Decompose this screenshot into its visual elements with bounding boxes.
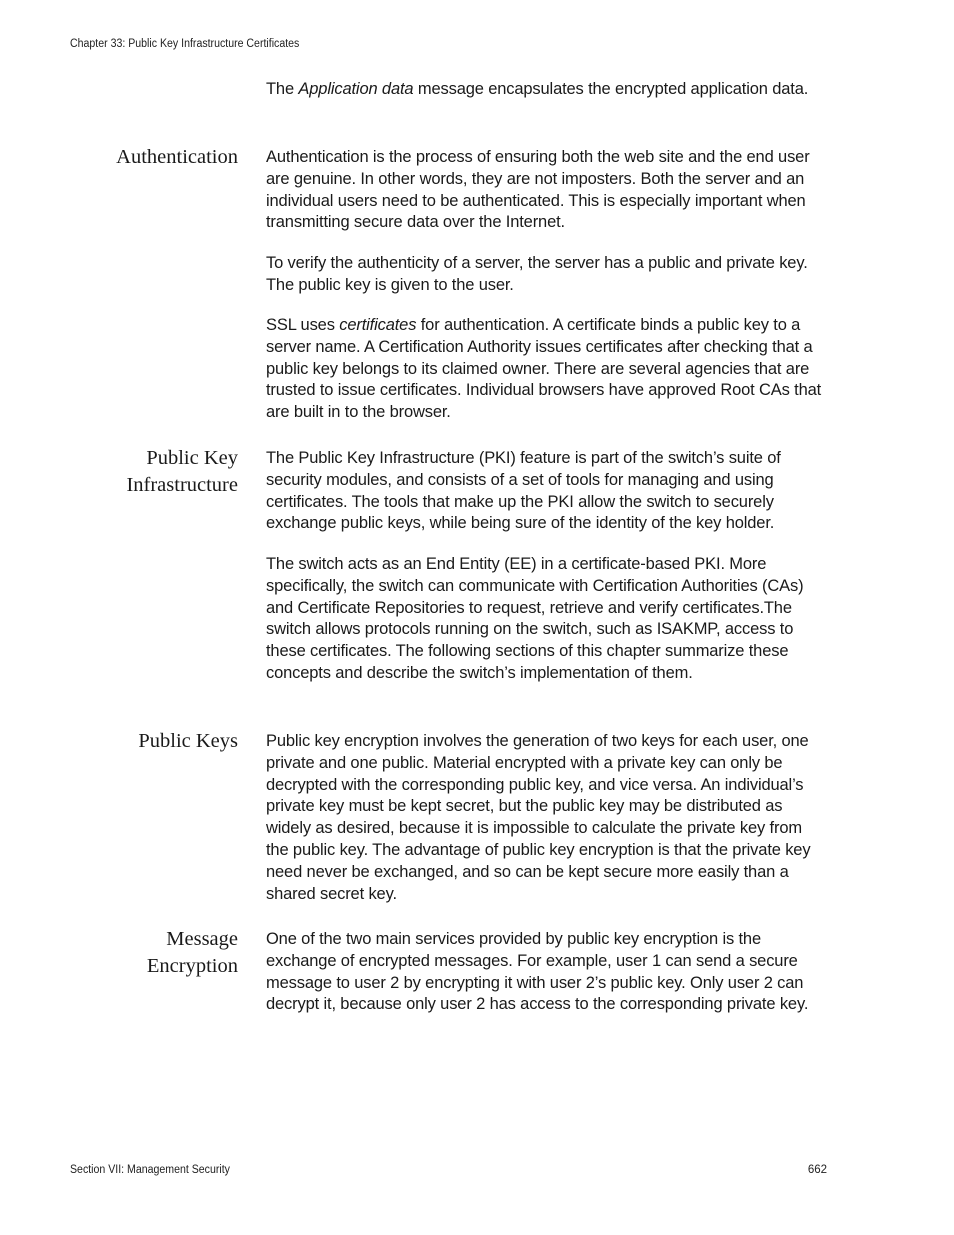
heading-public-keys: Public Keys bbox=[138, 730, 238, 752]
footer-page-number: 662 bbox=[807, 1164, 827, 1176]
footer-section-title: Section VII: Management Security bbox=[70, 1164, 230, 1176]
heading-public-key-infrastructure bbox=[126, 445, 238, 499]
authentication-paragraph-3 bbox=[266, 315, 828, 424]
message-encryption-paragraph bbox=[266, 929, 828, 1016]
public-keys-text: Public key encryption involves the generation of two keys for each user, one private and one public. Material encrypted with a private key can only be decrypted with the corresponding public key, and vice versa. An individual’s private key must be kept secret, but the public key may be distributed as widely as desired, because it is impossible to calculate the private key from the public key. The advantage of public key encryption is that the private key need never be exchanged, and so can be kept secure more easily than a shared secret key. bbox=[266, 732, 811, 903]
running-header: Chapter 33: Public Key Infrastructure Certificates bbox=[70, 38, 300, 50]
heading-message-encryption-line-1: Message bbox=[166, 928, 238, 950]
intro-paragraph bbox=[266, 79, 828, 101]
authentication-paragraph-2 bbox=[266, 253, 828, 297]
heading-pki-line-1: Public Key bbox=[146, 447, 238, 469]
intro-text-post: message encapsulates the encrypted application data. bbox=[413, 80, 809, 98]
pki-paragraph-1 bbox=[266, 448, 828, 535]
heading-pki-line-2: Infrastructure bbox=[126, 474, 238, 496]
intro-text-pre: The bbox=[266, 80, 299, 98]
message-encryption-text: One of the two main services provided by public key encryption is the exchange of encrypted messages. For example, user 1 can send a secure message to user 2 by encrypting it with user 2’s public key. Only user 2 can decrypt it, because only user 2 has access to the corresponding private key. bbox=[266, 930, 809, 1014]
authentication-text-3-emphasis: certificates bbox=[339, 316, 417, 334]
authentication-text-3-pre: SSL uses bbox=[266, 316, 340, 334]
pki-text-1: The Public Key Infrastructure (PKI) feature is part of the switch’s suite of security modules, and consists of a set of tools for managing and using certificates. The tools that make up the PKI allow the switch to securely exchange public keys, while being sure of the identity of the key holder. bbox=[266, 449, 781, 533]
authentication-text-2: To verify the authenticity of a server, the server has a public and private key. The public key is given to the user. bbox=[266, 254, 808, 294]
authentication-paragraph-1 bbox=[266, 147, 828, 234]
heading-message-encryption bbox=[147, 926, 238, 980]
pki-text-2: The switch acts as an End Entity (EE) in a certificate-based PKI. More specifically, the switch can communicate with Certification Authorities (CAs) and Certificate Repositories to request, retrieve and verify certificates.The switch allows protocols running on the switch, such as ISAKMP, access to these certificates. The following sections of this chapter summarize these concepts and describe the switch’s implementation of them. bbox=[266, 555, 804, 682]
authentication-text-3-post: for authentication. A certificate binds a public key to a server name. A Certification Authority issues certificates after checking that a public key belongs to its claimed owner. There are several agencies that are trusted to issue certificates. Individual browsers have approved Root CAs that are built in to the browser. bbox=[266, 316, 822, 422]
heading-message-encryption-line-2: Encryption bbox=[146, 955, 238, 977]
public-keys-paragraph bbox=[266, 731, 828, 905]
intro-text-emphasis: Application data bbox=[298, 80, 414, 98]
pki-paragraph-2 bbox=[266, 554, 828, 685]
authentication-text-1: Authentication is the process of ensuring both the web site and the end user are genuine. In other words, they are not imposters. Both the server and an individual users need to be authenticated. This is especially important when transmitting secure data over the Internet. bbox=[266, 148, 810, 232]
heading-authentication: Authentication bbox=[116, 146, 238, 168]
